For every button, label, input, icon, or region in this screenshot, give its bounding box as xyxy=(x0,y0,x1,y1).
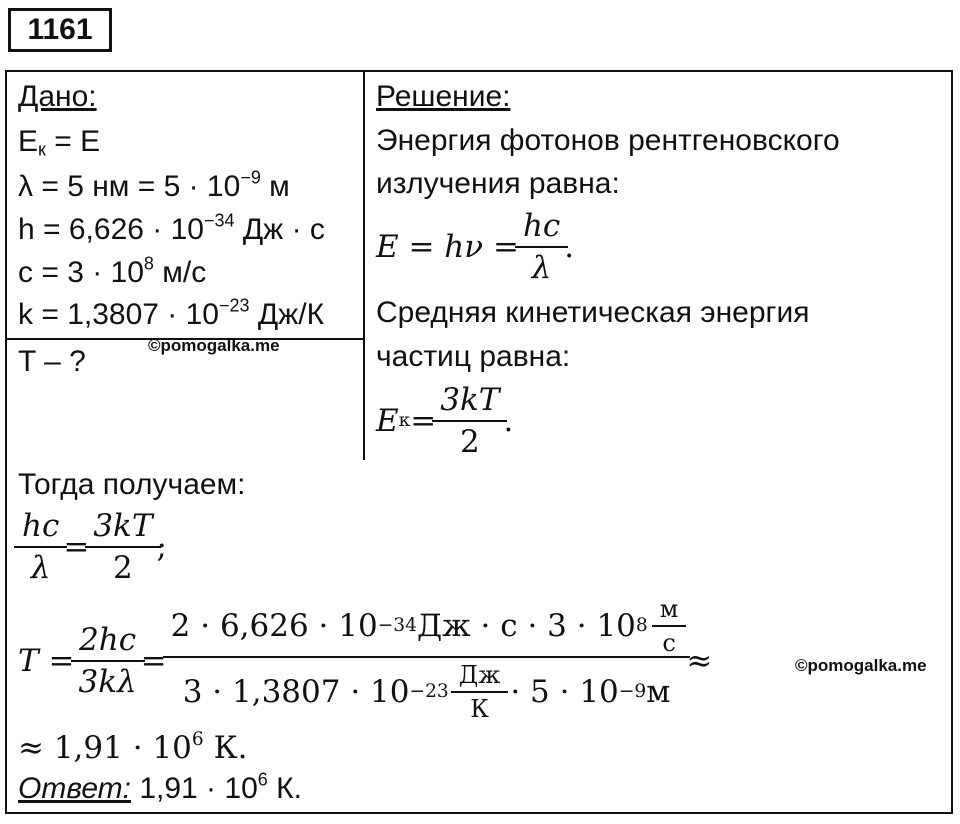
find-line: T – ? xyxy=(18,345,86,378)
formula-photon-energy: E = hν = $\frac{hc}{\lambda}$ . xyxy=(376,208,575,286)
solution-text-1b: излучения равна: xyxy=(376,167,620,200)
given-line-planck: $h = 6,626 \cdot 10^{-34}$ Дж · с xyxy=(18,210,325,246)
given-line-boltzmann: $k = 1,3807 \cdot 10^{-23}$ Дж/К xyxy=(18,295,325,331)
solution-heading: Решение: xyxy=(376,80,511,113)
problem-number: 1161 xyxy=(8,8,112,52)
watermark: ©pomogalka.me xyxy=(148,336,280,355)
column-divider xyxy=(363,70,365,460)
result-line: ≈ $1,91 \cdot 10^6$ К. xyxy=(18,728,248,766)
given-heading: Дано: xyxy=(18,80,97,113)
solution-text-2b: частиц равна: xyxy=(376,340,571,373)
watermark: ©pomogalka.me xyxy=(795,656,927,675)
given-line-energy: $E_к = E$ xyxy=(18,125,101,160)
then-text: Тогда получаем: xyxy=(18,468,246,501)
formula-kinetic-energy: E к = $\frac{3kT}{2}$ . xyxy=(376,382,514,460)
equation-temperature: T = $\frac{2hc}{3k\lambda}$ = 2 · 6,626 · 10 −34 Дж · с · 3 · 10 8 $\frac{м}{с}$ 3 · 1,3807 · 10 −23 $\frac{Дж}{К}$ · 5 · 10 −9 м ≈ xyxy=(18,595,713,723)
given-line-speed: $c = 3 \cdot 10^8$ м/с xyxy=(18,253,207,289)
given-line-wavelength: λ = 5 нм = $5 \cdot 10^{-9}$ м xyxy=(18,167,290,203)
answer-line: Ответ: $1,91 \cdot 10^6$ К. xyxy=(18,769,302,805)
solution-text-1a: Энергия фотонов рентгеновского xyxy=(376,124,840,157)
equation-equate: $\frac{hc}{\lambda}$ = $\frac{3kT}{2}$ ; xyxy=(18,508,167,586)
solution-text-2a: Средняя кинетическая энергия xyxy=(376,296,810,329)
